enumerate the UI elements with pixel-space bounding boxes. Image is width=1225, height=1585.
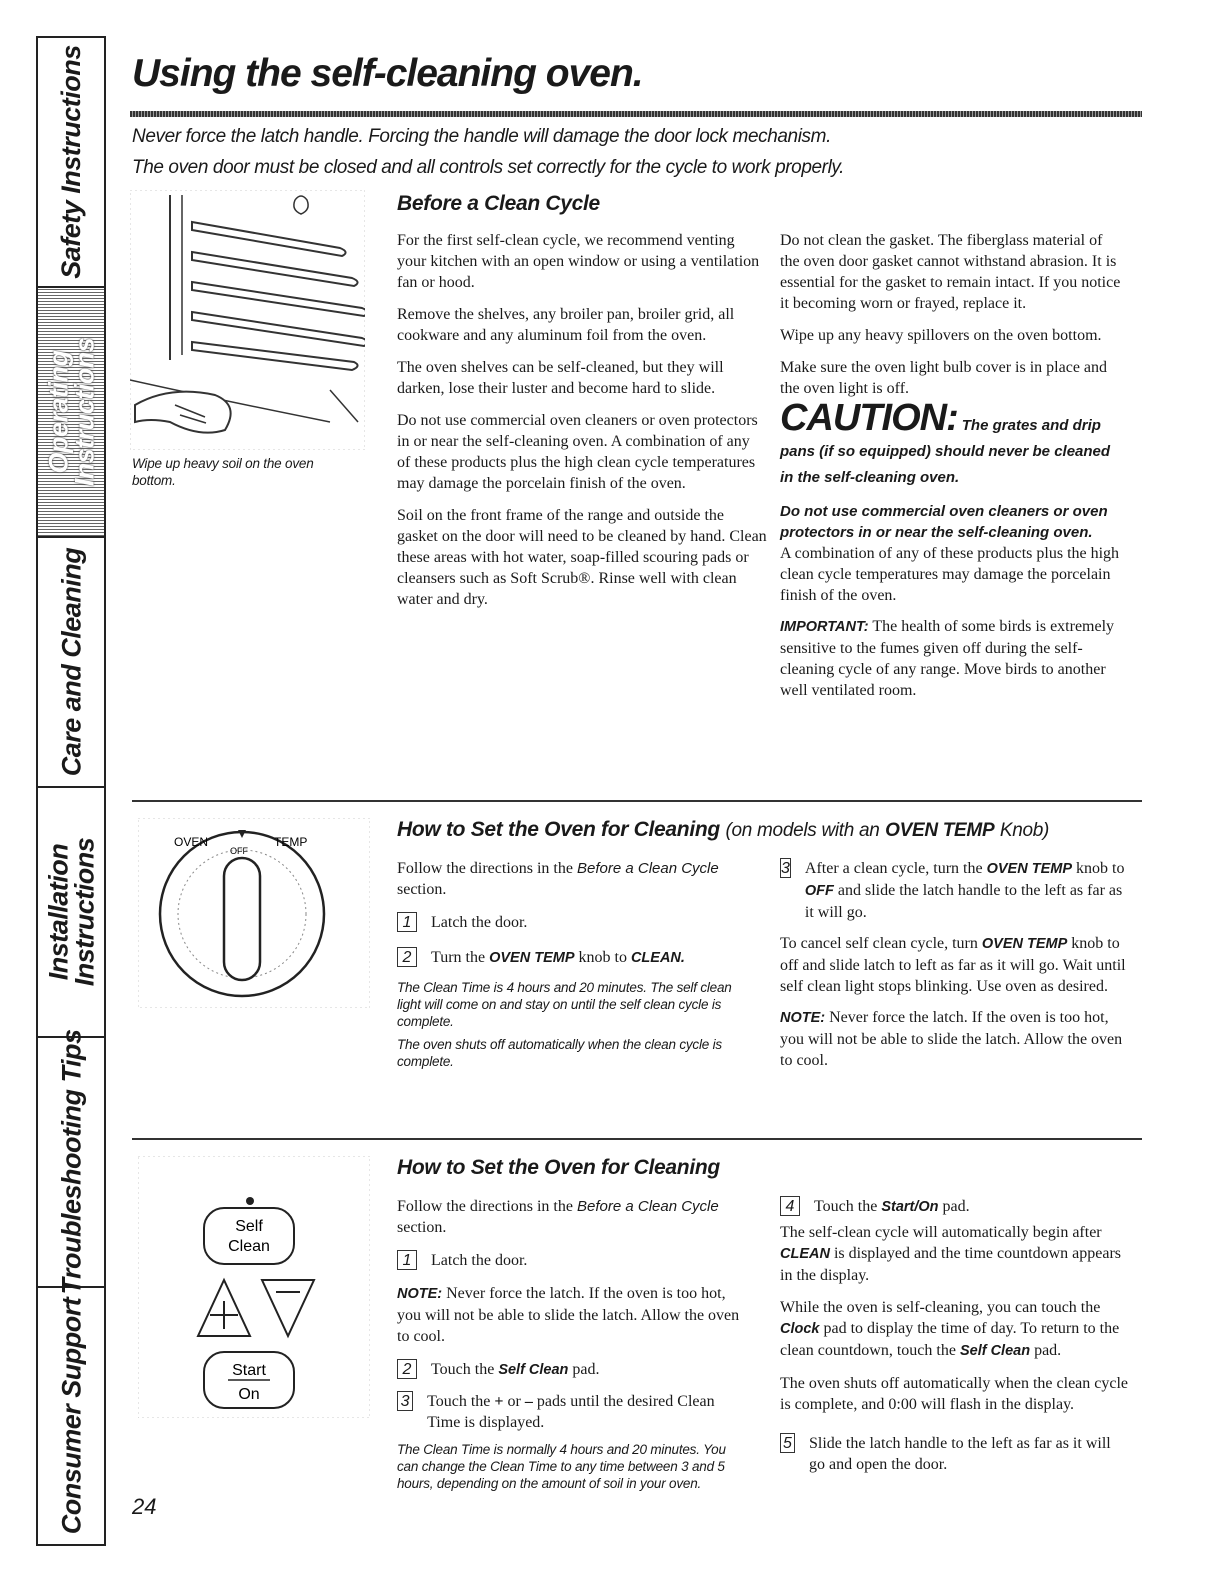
- caution-text: The grates and drip pans (if so equipped) should never be cleaned in the self-cleaning oven.: [780, 417, 1111, 486]
- bold: Self Clean: [959, 1343, 1031, 1359]
- clean-pad-label: Clean: [228, 1238, 270, 1255]
- tab-installation-instructions[interactable]: [38, 788, 104, 1038]
- knob-note-2: The oven shuts off automatically when the clean cycle is complete.: [397, 1037, 722, 1069]
- pad-step-1: [397, 1250, 747, 1271]
- important-para: [780, 616, 1125, 701]
- notice-door: The oven door must be closed and all controls set correctly for the cycle to work properly.: [132, 157, 844, 178]
- bold: Clock: [780, 1321, 820, 1337]
- tab-label: Installation Instructions: [43, 837, 99, 987]
- tab-troubleshooting-tips[interactable]: [38, 1029, 104, 1295]
- step-number-1: 1: [397, 912, 417, 932]
- section-divider: [132, 1138, 1142, 1140]
- control-pads-drawing: [138, 1156, 370, 1418]
- pad-para-1: [780, 1222, 1130, 1286]
- step-text: [431, 947, 685, 969]
- spillover-para: Wipe up any heavy spillovers on the oven bottom.: [780, 327, 1102, 344]
- step-number-2: 2: [397, 1359, 417, 1379]
- bold: Start/On: [881, 1199, 939, 1215]
- tab-care-and-cleaning[interactable]: [38, 538, 104, 788]
- oven-interior-drawing: [130, 190, 365, 450]
- before-para: For the first self-clean cycle, we recommend venting your kitchen with an open window or using a ventilation fan or hood.: [397, 232, 760, 291]
- on-pad-label: On: [238, 1386, 260, 1403]
- text: pad.: [1034, 1342, 1062, 1359]
- bold: OVEN TEMP: [986, 861, 1072, 877]
- before-column-1: [397, 230, 767, 610]
- title-rule: [130, 111, 1142, 117]
- step-number-3: 3: [397, 1391, 413, 1411]
- step-text: [805, 858, 1130, 923]
- pad-step-5: [780, 1433, 1130, 1475]
- follow-end: section.: [397, 1219, 447, 1236]
- caution-block: [780, 397, 1125, 491]
- knob-heading-main: How to Set the Oven for Cleaning: [397, 818, 720, 841]
- section-divider: [132, 800, 1142, 802]
- note-text: Never force the latch. If the oven is too hot, you will not be able to slide the latch. Allow the oven to cool.: [780, 1009, 1123, 1069]
- pad-step-2: [397, 1359, 747, 1381]
- tab-label: Operating Instructions: [43, 337, 100, 487]
- pad-step-3: [397, 1391, 747, 1433]
- light-para: Make sure the oven light bulb cover is in place and the oven light is off.: [780, 359, 1108, 397]
- text: and slide the latch handle to the left as far as it will go.: [804, 882, 1123, 921]
- knob-heading-bold: OVEN TEMP: [885, 820, 995, 841]
- step-text: [427, 1391, 747, 1433]
- follow-ref: Before a Clean Cycle: [576, 860, 719, 877]
- step-text: Latch the door.: [431, 1252, 528, 1269]
- tab-consumer-support[interactable]: [38, 1288, 104, 1544]
- step-number-4: 4: [780, 1196, 800, 1216]
- bold: OVEN TEMP: [981, 936, 1068, 952]
- text: Touch the: [427, 1393, 491, 1410]
- before-para: The oven shelves can be self-cleaned, but they will darken, lose their luster and become hard to slide.: [397, 359, 724, 397]
- pad-italic-note: The Clean Time is normally 4 hours and 20 minutes. You can change the Clean Time to any time between 3 and 5 hours, depending on the amount of soil in your oven.: [397, 1442, 726, 1491]
- before-column-2: [780, 230, 1125, 701]
- oven-temp-knob-illustration: [138, 818, 370, 1008]
- step-number-1: 1: [397, 1250, 417, 1270]
- page-number: 24: [132, 1494, 157, 1519]
- note-text: Never force the latch. If the oven is too hot, you will not be able to slide the latch. Allow the oven to cool.: [397, 1285, 740, 1345]
- text: Turn the: [431, 949, 486, 966]
- step-number-5: 5: [780, 1433, 795, 1453]
- knob-note: [780, 1007, 1130, 1071]
- pad-column-2: [780, 1196, 1130, 1475]
- step-text: Latch the door.: [431, 914, 528, 931]
- note-label: NOTE:: [397, 1286, 443, 1302]
- pad-column-1: [397, 1196, 747, 1492]
- knob-step-1: [397, 912, 747, 933]
- self-pad-label: Self: [235, 1218, 263, 1235]
- important-text: The health of some birds is extremely sensitive to the fumes given off during the self-cleaning cycle of any range. Move birds to another well ventilated room.: [780, 618, 1115, 699]
- step-number-3: 3: [781, 860, 790, 877]
- bold: CLEAN.: [630, 950, 685, 966]
- pad-heading: How to Set the Oven for Cleaning: [397, 1156, 720, 1179]
- text: Touch the: [431, 1361, 495, 1378]
- text: Touch the: [814, 1198, 878, 1215]
- before-para: Do not use commercial oven cleaners or oven protectors in or near the self-cleaning oven. A combination of any of these products plus the high clean cycle temperatures may damage the porcelain finish of the oven.: [397, 412, 758, 492]
- knob-heading: [397, 818, 1049, 842]
- bold-warning: Do not use commercial oven cleaners or oven protectors in or near the self-cleaning oven.: [780, 503, 1108, 541]
- text: To cancel self clean cycle, turn: [780, 935, 978, 952]
- page-title: Using the self-cleaning oven.: [132, 52, 643, 95]
- follow-ref: Before a Clean Cycle: [576, 1198, 719, 1215]
- pad-para-3: The oven shuts off automatically when the clean cycle is complete, and 0:00 will flash in the display.: [780, 1375, 1129, 1413]
- bold: CLEAN: [780, 1246, 830, 1262]
- step-text: Slide the latch handle to the left as far as it will go and open the door.: [809, 1435, 1111, 1473]
- caution-word: CAUTION:: [780, 397, 958, 439]
- bold: +: [494, 1393, 504, 1410]
- tab-label: Care and Cleaning: [56, 547, 86, 777]
- dial-oven-label: OVEN: [174, 835, 209, 849]
- knob-column-2: [780, 858, 1130, 1071]
- before-heading: Before a Clean Cycle: [397, 192, 600, 215]
- knob-column-1: [397, 858, 747, 1070]
- knob-cancel: [780, 933, 1130, 997]
- important-label: IMPORTANT:: [780, 619, 869, 635]
- text: pads until the desired Clean Time is displayed.: [427, 1393, 715, 1431]
- control-pad-illustration: [138, 1156, 370, 1418]
- illustration-caption: Wipe up heavy soil on the oven bottom.: [132, 456, 314, 488]
- warning-text: A combination of any of these products plus the high clean cycle temperatures may damage the porcelain finish of the oven.: [780, 545, 1120, 604]
- tab-label: Consumer Support: [56, 1297, 87, 1535]
- step-text: [814, 1196, 970, 1218]
- before-para: Remove the shelves, any broiler pan, broiler grid, all cookware and any aluminum foil from the oven.: [397, 306, 735, 344]
- knob-note-1: The Clean Time is 4 hours and 20 minutes. The self clean light will come on and stay on until the self clean cycle is complete.: [397, 980, 732, 1029]
- start-pad-label: Start: [232, 1362, 266, 1379]
- bold: Self Clean: [498, 1362, 569, 1378]
- bold: OFF: [804, 883, 834, 899]
- text: After a clean cycle, turn the: [804, 860, 983, 877]
- follow-end: section.: [397, 881, 447, 898]
- oven-shelves-illustration: [130, 190, 365, 450]
- text: The self-clean cycle will automatically begin after: [780, 1224, 1102, 1241]
- tab-operating-instructions[interactable]: [38, 288, 104, 538]
- follow-text: Follow the directions in the: [397, 860, 573, 877]
- before-para: Soil on the front frame of the range and outside the gasket on the door will need to be cleaned by hand. Clean these areas with hot water, soap-filled scouring pads or cleansers such as Soft Scrub®. Rinse well with clean water and dry.: [397, 507, 767, 608]
- knob-step-3: [780, 858, 1130, 923]
- gasket-para: Do not clean the gasket. The fiberglass material of the oven door gasket cannot withstand abrasion. It is essential for the gasket to remain intact. If you notice it becoming worn or frayed, replace it.: [780, 232, 1121, 312]
- bold: –: [524, 1393, 533, 1410]
- tab-label: Troubleshooting Tips: [56, 1029, 86, 1295]
- dial-off-label: OFF: [230, 846, 248, 856]
- knob-step-2: [397, 947, 747, 969]
- text: While the oven is self-cleaning, you can touch the: [780, 1299, 1101, 1316]
- text: knob to: [578, 949, 627, 966]
- knob-follow: [397, 858, 747, 900]
- follow-text: Follow the directions in the: [397, 1198, 573, 1215]
- notice-latch: Never force the latch handle. Forcing the handle will damage the door lock mechanism.: [132, 126, 831, 147]
- dial-temp-label: TEMP: [274, 835, 308, 849]
- text: pad to display the time of day. To return to the clean countdown, touch the: [780, 1320, 1120, 1359]
- pad-follow: [397, 1196, 747, 1238]
- step-number-2: 2: [397, 947, 417, 967]
- step-text: [431, 1359, 600, 1381]
- text: or: [507, 1393, 521, 1410]
- bold: OVEN TEMP: [489, 950, 575, 966]
- section-tabs: [36, 36, 106, 1546]
- tab-label: Safety Instructions: [56, 45, 86, 279]
- knob-heading-sub: (on models with an: [725, 820, 880, 841]
- pad-note: [397, 1283, 747, 1347]
- text: pad.: [572, 1361, 600, 1378]
- knob-dial-drawing: [138, 818, 370, 1008]
- text: knob to off and slide latch to left as far as it will go. Wait until self clean light stops blinking. Use oven as desired.: [780, 935, 1126, 995]
- text: is displayed and the time countdown appears in the display.: [780, 1245, 1121, 1284]
- text: knob to: [1076, 860, 1125, 877]
- pad-para-2: [780, 1297, 1130, 1362]
- text: pad.: [942, 1198, 970, 1215]
- note-label: NOTE:: [780, 1010, 826, 1026]
- knob-heading-end: Knob): [999, 820, 1050, 841]
- tab-safety-instructions[interactable]: [38, 38, 104, 288]
- pad-step-4: [780, 1196, 1130, 1218]
